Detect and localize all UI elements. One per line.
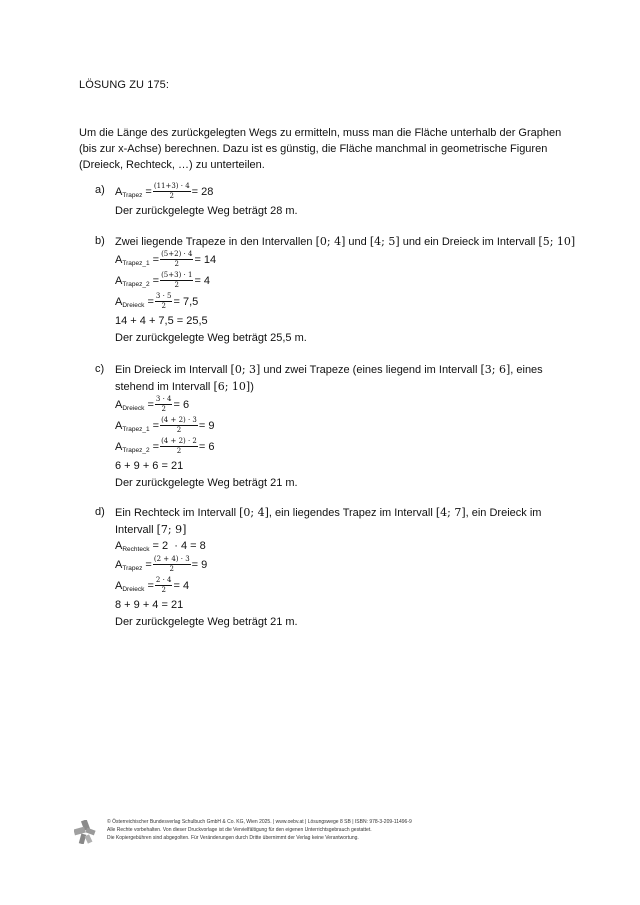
fraction: $\frac{(4 + 2) \cdot 3}{2}$ bbox=[161, 415, 197, 434]
conclusion: Der zurückgelegte Weg beträgt 25,5 m. bbox=[115, 332, 307, 344]
footer-line: © Österreichischer Bundesverlag Schulbuch GmbH & Co. KG, Wien 2025. | www.oebv.at | Lösungswege 8 SB | ISBN: 978-3-209-11496-9 bbox=[107, 819, 412, 825]
description: stehend im Intervall [6; 10]) bbox=[115, 380, 254, 393]
sum: 14 + 4 + 7,5 = 25,5 bbox=[115, 315, 208, 327]
formula-rechteck: $A_{Rechteck} = 2 \cdot 4 = 8$ bbox=[115, 540, 206, 553]
conclusion: Der zurückgelegte Weg beträgt 21 m. bbox=[115, 477, 298, 489]
formula-trapez-2: $A_{Trapez\_2}$ = $\frac{(5+3) \cdot 1}{2}$ = 4 bbox=[115, 270, 211, 289]
footer-text bbox=[107, 818, 412, 842]
fraction: $\frac{3 \cdot 4}{2}$ bbox=[155, 394, 172, 413]
formula-trapez-1: $A_{Trapez\_1}$ = $\frac{(5+2) \cdot 4}{2}$ = 14 bbox=[115, 249, 217, 268]
fraction: $\frac{2 \cdot 4}{2}$ bbox=[155, 575, 172, 594]
description: Ein Dreieck im Intervall [0; 3] und zwei Trapeze (eines liegend im Intervall [3; 6], eines bbox=[115, 363, 543, 376]
item-label: d) bbox=[95, 506, 105, 518]
description: Zwei liegende Trapeze in den Intervallen [0; 4] und [4; 5] und ein Dreieck im Intervall [5; 10] bbox=[115, 235, 576, 248]
footer-line: Alle Rechte vorbehalten. Von dieser Druckvorlage ist die Vervielfältigung für den eigenen Unterrichtsgebrauch gestattet. bbox=[107, 827, 372, 833]
description: Ein Rechteck im Intervall [0; 4], ein liegendes Trapez im Intervall [4; 7], ein Dreieck im bbox=[115, 506, 542, 519]
fraction: $\frac{(2 + 4) \cdot 3}{2}$ bbox=[153, 554, 190, 573]
intro-line: (Dreieck, Rechteck, …) zu unterteilen. bbox=[79, 159, 265, 171]
item-label: b) bbox=[95, 235, 105, 247]
conclusion: Der zurückgelegte Weg beträgt 21 m. bbox=[115, 616, 298, 628]
formula-trapez: $A_{Trapez}$ = $\frac{(11+3) \cdot 4}{2}$ = 28 bbox=[115, 181, 214, 200]
page-title: LÖSUNG ZU 175: bbox=[79, 79, 170, 91]
intro-line: Um die Länge des zurückgelegten Wegs zu ermitteln, muss man die Fläche unterhalb der Graphen bbox=[79, 127, 562, 139]
item-label: a) bbox=[95, 184, 105, 196]
formula-dreieck: $A_{Dreieck}$ = $\frac{2 \cdot 4}{2}$ = 4 bbox=[115, 575, 190, 594]
formula-dreieck: $A_{Dreieck}$ = $\frac{3 \cdot 4}{2}$ = 6 bbox=[115, 394, 190, 413]
fraction: $\frac{(4 + 2) \cdot 2}{2}$ bbox=[161, 436, 197, 455]
formula-trapez-2: $A_{Trapez\_2}$ = $\frac{(4 + 2) \cdot 2}{2}$ = 6 bbox=[115, 436, 215, 455]
intro-paragraph bbox=[79, 125, 569, 173]
fraction: $\frac{3 \cdot 5}{2}$ bbox=[155, 291, 172, 310]
footer-line: Die Kopiergebühren sind abgegolten. Für Veränderungen durch Dritte übernimmt der Verlag keine Verantwortung. bbox=[107, 835, 359, 841]
sum: 8 + 9 + 4 = 21 bbox=[115, 599, 184, 611]
fraction: $\frac{(5+3) \cdot 1}{2}$ bbox=[161, 270, 193, 289]
formula-trapez: $A_{Trapez}$ = $\frac{(2 + 4) \cdot 3}{2}$ = 9 bbox=[115, 554, 208, 573]
sum: 6 + 9 + 6 = 21 bbox=[115, 460, 184, 472]
intro-line: (bis zur x-Achse) berechnen. Dazu ist es günstig, die Fläche manchmal in geometrische Figuren bbox=[79, 143, 548, 155]
description: Intervall [7; 9] bbox=[115, 523, 187, 536]
fraction: $\frac{(11+3) \cdot 4}{2}$ bbox=[153, 181, 190, 200]
conclusion: Der zurückgelegte Weg beträgt 28 m. bbox=[115, 205, 298, 217]
formula-dreieck: $A_{Dreieck}$ = $\frac{3 \cdot 5}{2}$ = 7,5 bbox=[115, 291, 199, 310]
publisher-logo-icon bbox=[74, 820, 96, 844]
formula-trapez-1: $A_{Trapez\_1}$ = $\frac{(4 + 2) \cdot 3}{2}$ = 9 bbox=[115, 415, 215, 434]
fraction: $\frac{(5+2) \cdot 4}{2}$ bbox=[161, 249, 193, 268]
item-label: c) bbox=[95, 363, 105, 375]
